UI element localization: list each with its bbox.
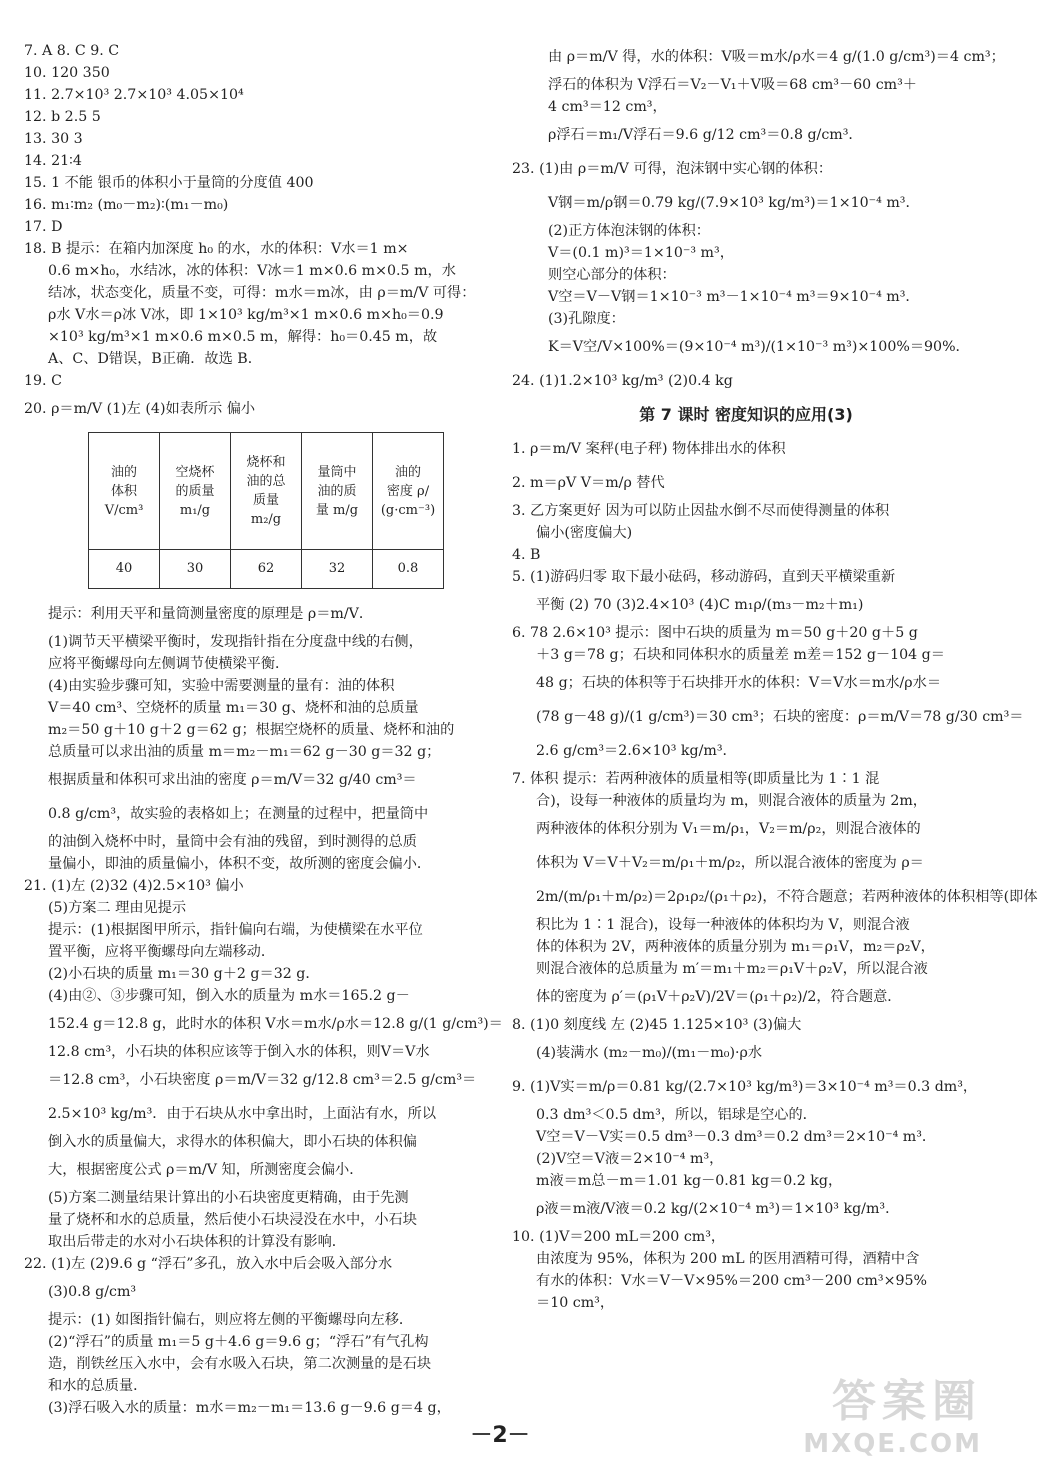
left-answers-bottom bbox=[24, 597, 503, 1419]
answer-line: (78 g－48 g)/(1 g/cm³)＝30 cm³；石块的密度：ρ＝m/V＝78 g/30 cm³＝ bbox=[536, 709, 1024, 725]
answer-line: 16. m₁∶m₂ (m₀－m₂)∶(m₁－m₀) bbox=[24, 197, 229, 213]
answer-line: V空＝V－V实＝0.5 dm³－0.3 dm³＝0.2 dm³＝2×10⁻⁴ m³． bbox=[536, 1129, 937, 1145]
answer-line: 7. 体积 提示：若两种液体的质量相等(即质量比为 1∶1 混 bbox=[512, 771, 880, 787]
right-column bbox=[512, 40, 1038, 1314]
table-header-cell: 量筒中 油的质 量 m/g bbox=[302, 433, 373, 550]
answer-line: 6. 78 2.6×10³ 提示：图中石块的质量为 m＝50 g＋20 g＋5 g bbox=[512, 625, 918, 641]
table-header-row bbox=[89, 433, 444, 550]
answer-line: 量偏小，即油的质量偏小，体积不变，故所测的密度会偏小． bbox=[48, 856, 432, 872]
answer-line: 152.4 g＝12.8 g，此时水的体积 V水＝m水/ρ水＝12.8 g/(1 g/cm³)＝ bbox=[48, 1016, 503, 1032]
answer-line: 体积为 V＝V＋V₂＝m/ρ₁＋m/ρ₂，所以混合液体的密度为 ρ＝ bbox=[536, 855, 924, 871]
answer-line: 的油倒入烧杯中时，量筒中会有油的残留，到时测得的总质 bbox=[48, 834, 417, 850]
answer-line: 置平衡，应将平衡螺母向左端移动． bbox=[48, 944, 276, 960]
table-header-cell: 空烧杯 的质量 m₁/g bbox=[160, 433, 231, 550]
answer-line: 23. (1)由 ρ＝m/V 可得，泡沫钢中实心钢的体积： bbox=[512, 161, 833, 177]
answer-line: 48 g；石块的体积等于石块排开水的体积：V＝V水＝m水/ρ水＝ bbox=[536, 675, 942, 691]
answer-line: (4)由实验步骤可知，实验中需要测量的量有：油的体积 bbox=[48, 678, 395, 694]
answer-line: 7. A 8. C 9. C bbox=[24, 43, 120, 59]
watermark-url: MXQE.COM bbox=[803, 1429, 982, 1459]
answer-line: 提示：利用天平和量筒测量密度的原理是 ρ＝m/V． bbox=[48, 606, 374, 622]
answer-line: 10. 120 350 bbox=[24, 65, 110, 81]
answer-line: 10. (1)V＝200 mL＝200 cm³， bbox=[512, 1229, 726, 1245]
answer-line: 则混合液体的总质量为 m′＝m₁＋m₂＝ρ₁V＋ρ₂V，所以混合液 bbox=[536, 961, 928, 977]
answer-line: (2)正方体泡沫钢的体积： bbox=[548, 223, 710, 239]
answer-line: 9. (1)V实＝m/ρ＝0.81 kg/(2.7×10³ kg/m³)＝3×10⁻⁴ m³＝0.3 dm³， bbox=[512, 1079, 978, 1095]
answer-line: 总质量可以求出油的质量 m＝m₂－m₁＝62 g－30 g＝32 g； bbox=[48, 744, 441, 760]
answer-line: 2. m＝ρV V＝m/ρ 替代 bbox=[512, 475, 665, 491]
answer-line: m液＝m总－m＝1.01 kg－0.81 kg＝0.2 kg， bbox=[536, 1173, 843, 1189]
answer-line: 积比为 1∶1 混合)，设每一种液体的体积均为 V，则混合液 bbox=[536, 917, 910, 933]
answer-line: 22. (1)左 (2)9.6 g “浮石”多孔，放入水中后会吸入部分水 bbox=[24, 1256, 393, 1272]
answer-line: A、C、D错误，B正确．故选 B． bbox=[48, 351, 262, 367]
answer-line: 0.8 g/cm³，故实验的表格如上；在测量的过程中，把量筒中 bbox=[48, 806, 429, 822]
table-cell: 32 bbox=[302, 550, 373, 589]
section-title: 第 7 课时 密度知识的应用(3) bbox=[639, 405, 853, 424]
answer-line: 量了烧杯和水的总质量，然后使小石块浸没在水中，小石块 bbox=[48, 1212, 417, 1228]
answer-line: 应将平衡螺母向左侧调节使横梁平衡． bbox=[48, 656, 290, 672]
answer-line: 造，削铁丝压入水中，会有水吸入石块，第二次测量的是石块 bbox=[48, 1356, 432, 1372]
answer-line: 大，根据密度公式 ρ＝m/V 知，所测密度会偏小． bbox=[48, 1162, 364, 1178]
answer-line: V＝40 cm³、空烧杯的质量 m₁＝30 g、烧杯和油的总质量 bbox=[48, 700, 419, 716]
answer-line: 4 cm³＝12 cm³， bbox=[548, 99, 667, 115]
table-header-cell: 油的 体积 V/cm³ bbox=[89, 433, 160, 550]
answer-line: 18. B 提示：在箱内加深度 h₀ 的水，水的体积：V水＝1 m× bbox=[24, 241, 409, 257]
answer-line: K＝V空/V×100%＝(9×10⁻⁴ m³)/(1×10⁻³ m³)×100%＝90%． bbox=[548, 339, 970, 355]
table-cell: 0.8 bbox=[373, 550, 444, 589]
answer-line: 有水的体积：V水＝V－V×95%＝200 cm³－200 cm³×95% bbox=[536, 1273, 927, 1289]
answer-line: 12. b 2.5 5 bbox=[24, 109, 101, 125]
answer-line: 提示：(1)根据图甲所示，指针偏向右端，为使横梁在水平位 bbox=[48, 922, 423, 938]
answer-line: 两种液体的体积分别为 V₁＝m/ρ₁，V₂＝m/ρ₂，则混合液体的 bbox=[536, 821, 921, 837]
answer-line: 0.6 m×h₀，水结冰，冰的体积：V冰＝1 m×0.6 m×0.5 m，水 bbox=[48, 263, 456, 279]
answer-line: 由浓度为 95%，体积为 200 mL 的医用酒精可得，酒精中含 bbox=[536, 1251, 920, 1267]
answer-line: 17. D bbox=[24, 219, 63, 235]
table-cell: 30 bbox=[160, 550, 231, 589]
watermark-logo bbox=[803, 1365, 982, 1459]
answer-line: 浮石的体积为 V浮石＝V₂－V₁＋V吸＝68 cm³－60 cm³＋ bbox=[548, 77, 917, 93]
answer-line: 20. ρ＝m/V (1)左 (4)如表所示 偏小 bbox=[24, 401, 256, 417]
right-answers-top bbox=[512, 40, 1005, 398]
answer-line: ρ水 V水＝ρ冰 V冰，即 1×10³ kg/m³×1 m×0.6 m×h₀＝0.9 bbox=[48, 307, 444, 323]
answer-line: (2)小石块的质量 m₁＝30 g＋2 g＝32 g． bbox=[48, 966, 320, 982]
answer-line: 2.6 g/cm³＝2.6×10³ kg/m³． bbox=[536, 743, 737, 759]
right-answers-bottom bbox=[512, 432, 1038, 1314]
answer-line: 取出后带走的水对小石块体积的计算没有影响． bbox=[48, 1234, 346, 1250]
answer-line: 11. 2.7×10³ 2.7×10³ 4.05×10⁴ bbox=[24, 87, 244, 103]
table-header-cell: 油的 密度 ρ/ (g·cm⁻³) bbox=[373, 433, 444, 550]
oil-density-table bbox=[88, 432, 444, 589]
answer-line: (5)方案二测量结果计算出的小石块密度更精确，由于先测 bbox=[48, 1190, 409, 1206]
answer-line: V空＝V－V钢＝1×10⁻³ m³－1×10⁻⁴ m³＝9×10⁻⁴ m³． bbox=[548, 289, 920, 305]
answer-line: (1)调节天平横梁平衡时，发现指针指在分度盘中线的右侧， bbox=[48, 634, 423, 650]
answer-line: 14. 21∶4 bbox=[24, 153, 82, 169]
answer-line: 1. ρ＝m/V 案秤(电子秤) 物体排出水的体积 bbox=[512, 441, 786, 457]
answer-line: (3)孔隙度： bbox=[548, 311, 625, 327]
answer-line: 由 ρ＝m/V 得，水的体积：V吸＝m水/ρ水＝4 g/(1.0 g/cm³)＝4 cm³； bbox=[548, 49, 1005, 65]
answer-line: 2.5×10³ kg/m³．由于石块从水中拿出时，上面沾有水，所以 bbox=[48, 1106, 437, 1122]
answer-line: 则空心部分的体积： bbox=[548, 267, 676, 283]
answer-line: 提示：(1) 如图指针偏右，则应将左侧的平衡螺母向左移． bbox=[48, 1312, 414, 1328]
answer-line: V＝(0.1 m)³＝1×10⁻³ m³， bbox=[548, 245, 734, 261]
table-cell: 40 bbox=[89, 550, 160, 589]
watermark-text: 答案圈 bbox=[832, 1376, 982, 1427]
answer-line: 偏小(密度偏大) bbox=[536, 525, 633, 541]
answer-line: 体的密度为 ρ′＝(ρ₁V＋ρ₂V)/2V＝(ρ₁＋ρ₂)/2，符合题意． bbox=[536, 989, 902, 1005]
answer-line: ×10³ kg/m³×1 m×0.6 m×0.5 m，解得：h₀＝0.45 m，故 bbox=[48, 329, 438, 345]
answer-line: 5. (1)游码归零 取下最小砝码，移动游码，直到天平横梁重新 bbox=[512, 569, 896, 585]
answer-line: 13. 30 3 bbox=[24, 131, 83, 147]
answer-line: 合)，设每一种液体的质量均为 m，则混合液体的质量为 2m， bbox=[536, 793, 927, 809]
left-answers-top bbox=[24, 40, 494, 426]
answer-line: ＝10 cm³， bbox=[536, 1295, 615, 1311]
answer-line: ρ液＝m液/V液＝0.2 kg/(2×10⁻⁴ m³)＝1×10³ kg/m³． bbox=[536, 1201, 900, 1217]
answer-line: 0.3 dm³＜0.5 dm³，所以，铝球是空心的． bbox=[536, 1107, 817, 1123]
answer-line: 21. (1)左 (2)32 (4)2.5×10³ 偏小 bbox=[24, 878, 244, 894]
answer-line: (4)装满水 (m₂－m₀)/(m₁－m₀)·ρ水 bbox=[536, 1045, 763, 1061]
answer-line: ρ浮石＝m₁/V浮石＝9.6 g/12 cm³＝0.8 g/cm³． bbox=[548, 127, 863, 143]
answer-line: 24. (1)1.2×10³ kg/m³ (2)0.4 kg bbox=[512, 373, 733, 389]
answer-line: m₂＝50 g＋10 g＋2 g＝62 g；根据空烧杯的质量、烧杯和油的 bbox=[48, 722, 455, 738]
answer-line: 19. C bbox=[24, 373, 62, 389]
answer-line: 3. 乙方案更好 因为可以防止因盐水倒不尽而使得测量的体积 bbox=[512, 503, 890, 519]
answer-line: 根据质量和体积可求出油的密度 ρ＝m/V＝32 g/40 cm³＝ bbox=[48, 772, 417, 788]
answer-line: 体的体积为 2V，两种液体的质量分别为 m₁＝ρ₁V，m₂＝ρ₂V， bbox=[536, 939, 935, 955]
answer-line: 结冰，状态变化，质量不变，可得：m水＝m冰，由 ρ＝m/V 可得： bbox=[48, 285, 476, 301]
answer-line: (3)0.8 g/cm³ bbox=[48, 1284, 137, 1300]
answer-line: 2m/(m/ρ₁＋m/ρ₂)＝2ρ₁ρ₂/(ρ₁＋ρ₂)，不符合题意；若两种液体的体积相等(即体 bbox=[536, 889, 1038, 905]
answer-line: 倒入水的质量偏大，求得水的体积偏大，即小石块的体积偏 bbox=[48, 1134, 417, 1150]
answer-line: 8. (1)0 刻度线 左 (2)45 1.125×10³ (3)偏大 bbox=[512, 1017, 802, 1033]
table-row bbox=[89, 550, 444, 589]
answer-line: V钢＝m/ρ钢＝0.79 kg/(7.9×10³ kg/m³)＝1×10⁻⁴ m³． bbox=[548, 195, 920, 211]
answer-line: (2)“浮石”的质量 m₁＝5 g＋4.6 g＝9.6 g；“浮石”有气孔构 bbox=[48, 1334, 429, 1350]
answer-line: 4. B bbox=[512, 547, 541, 563]
left-column bbox=[24, 40, 503, 1419]
answer-line: (2)V空＝V液＝2×10⁻⁴ m³， bbox=[536, 1151, 724, 1167]
answer-line: 和水的总质量． bbox=[48, 1378, 148, 1394]
answer-line: 平衡 (2) 70 (3)2.4×10³ (4)C m₁ρ/(m₃－m₂＋m₁) bbox=[536, 597, 864, 613]
table-header-cell: 烧杯和 油的总 质量 m₂/g bbox=[231, 433, 302, 550]
answer-line: (5)方案二 理由见提示 bbox=[48, 900, 187, 916]
page-number: －2－ bbox=[470, 1423, 530, 1448]
answer-line: 12.8 cm³，小石块的体积应该等于倒入水的体积，则V＝V水 bbox=[48, 1044, 430, 1060]
answer-line: 15. 1 不能 银币的体积小于量筒的分度值 400 bbox=[24, 175, 314, 191]
answer-line: (4)由②、③步骤可知，倒入水的质量为 m水＝165.2 g－ bbox=[48, 988, 410, 1004]
answer-line: (3)浮石吸入水的质量：m水＝m₂－m₁＝13.6 g－9.6 g＝4 g， bbox=[48, 1400, 451, 1416]
table-cell: 62 bbox=[231, 550, 302, 589]
answer-line: ＋3 g＝78 g；石块和同体积水的质量差 m差＝152 g－104 g＝ bbox=[536, 647, 945, 663]
answer-line: ＝12.8 cm³，小石块密度 ρ＝m/V＝32 g/12.8 cm³＝2.5 g/cm³＝ bbox=[48, 1072, 477, 1088]
